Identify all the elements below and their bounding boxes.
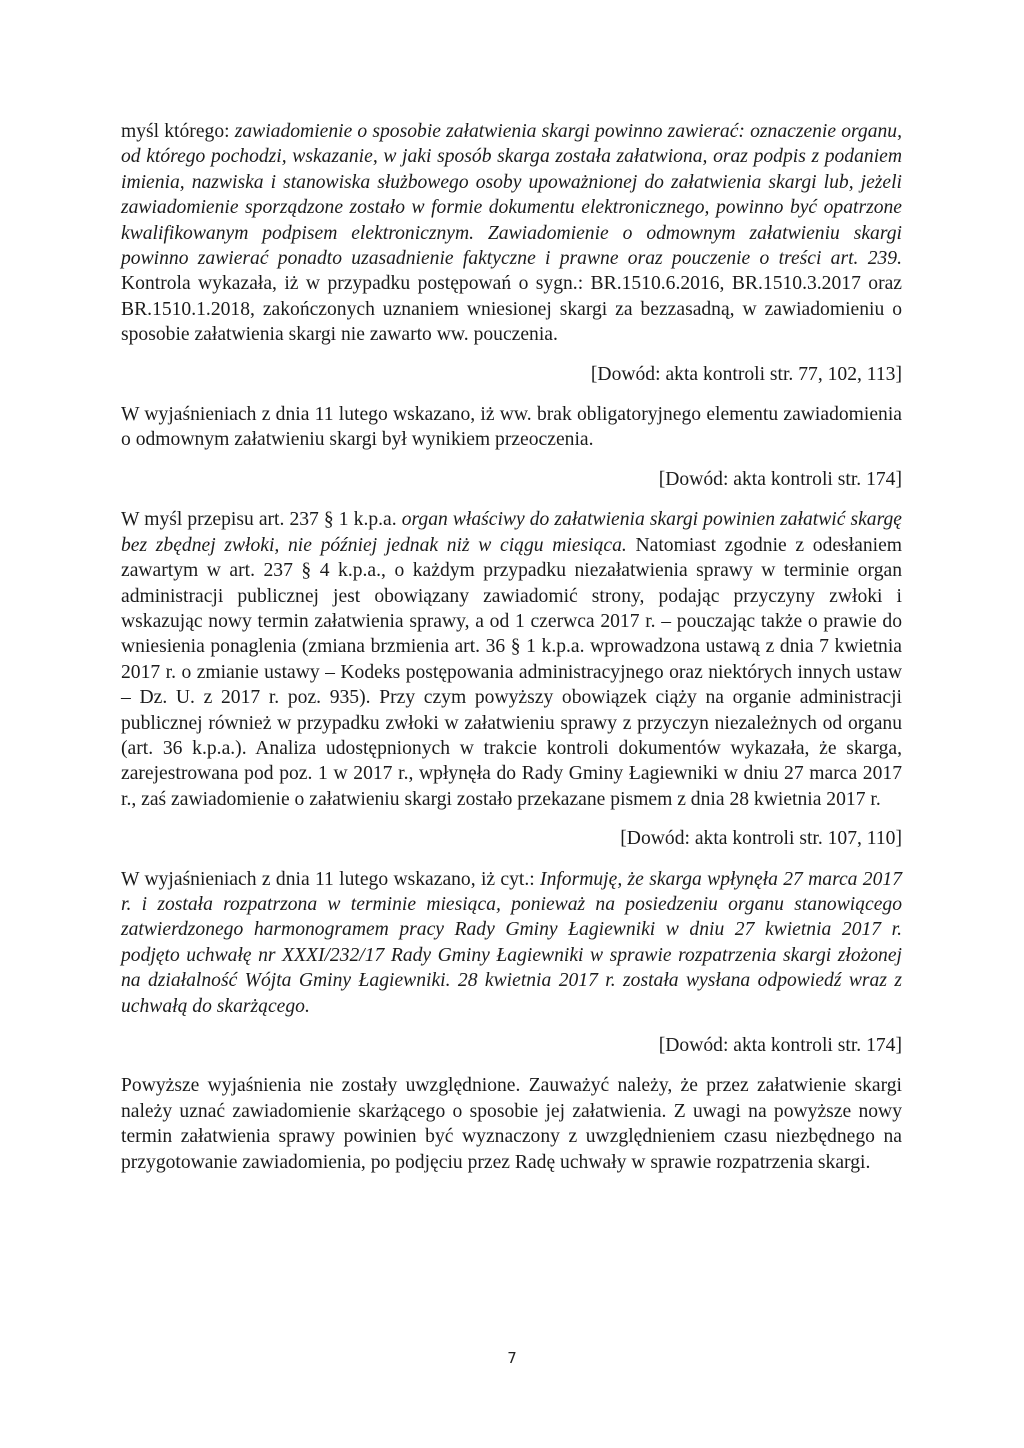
paragraph-complaint-notification-content	[121, 119, 902, 348]
quoted-provision: organ właściwy do załatwienia skargi powinien załatwić skargę bez zbędnej zwłoki, nie później jednak niż w ciągu miesiąca.	[121, 509, 902, 556]
evidence-reference: [Dowód: akta kontroli str. 174]	[658, 1035, 902, 1056]
text-run: myśl którego:	[121, 121, 235, 142]
text-run: W wyjaśnieniach z dnia 11 lutego wskazano, iż cyt.:	[121, 868, 541, 890]
quoted-explanation: Informuję, że skarga wpłynęła 27 marca 2017 r. i została rozpatrzona w terminie miesiąca, ponieważ na posiedzeniu organu stanowiącego zatwierdzonego harmonogramem pracy Rady Gminy Łagiewniki w dniu 27 kwietnia 2017 r. podjęto uchwałę nr XXXI/232/17 Rady Gminy Łagiewniki w sprawie rozpatrzenia skargi złożonej na działalność Wójta Gminy Łagiewniki. 28 kwietnia 2017 r. została wysłana odpowiedź wraz z uchwałą do skarżącego.	[121, 868, 902, 1017]
text-run: Kontrola wykazała, iż w przypadku postępowań o sygn.: BR.1510.6.2016, BR.1510.3.2017 oraz BR.1510.1.2018, zakończonych uznaniem wniesionej skargi za bezzasadną, w zawiadomieniu o sposobie załatwienia skargi nie zawarto ww. pouczenia.	[121, 273, 902, 346]
text-run: Natomiast zgodnie z odesłaniem zawartym w art. 237 § 4 k.p.a., o każdym przypadku niezałatwienia sprawy w terminie organ administracji publicznej jest obowiązany zawiadomić strony, podając przyczyny zwłoki i wskazując nowy termin załatwienia sprawy, a od 1 czerwca 2017 r. – pouczając także o prawie do wniesienia ponaglenia (zmiana brzmienia art. 36 § 1 k.p.a. wprowadzona ustawą z dnia 7 kwietnia 2017 r. o zmianie ustawy – Kodeks postępowania administracyjnego oraz niektórych innych ustaw – Dz. U. z 2017 r. poz. 935). Przy czym powyższy obowiązek ciąży na organie administracji publicznej również w przypadku zwłoki w załatwieniu sprawy z przyczyn niezależnych od organu (art. 36 k.p.a.). Analiza udostępnionych w trakcie kontroli dokumentów wykazała, że skarga, zarejestrowana pod poz. 1 w 2017 r., wpłynęła do Rady Gminy Łagiewniki w dniu 27 marca 2017 r., zaś zawiadomienie o załatwieniu skargi zostało przekazane pismem z dnia 28 kwietnia 2017 r.	[121, 534, 903, 810]
evidence-reference: [Dowód: akta kontroli str. 77, 102, 113]	[590, 363, 902, 385]
paragraph-deadline-rules	[121, 507, 902, 812]
paragraph-explanation-quote	[121, 867, 902, 1019]
quoted-provision: zawiadomienie o sposobie załatwienia skargi powinno zawierać: oznaczenie organu, od którego pochodzi, wskazanie, w jaki sposób skarga została załatwiona, oraz podpis z podaniem imienia, nazwiska i stanowiska służbowego osoby upoważnionej do załatwienia skargi lub, jeżeli zawiadomienie sporządzone zostało w formie dokumentu elektronicznego, powinno być opatrzone kwalifikowanym podpisem elektronicznym. Zawiadomienie o odmownym załatwieniu skargi powinno zawierać ponadto uzasadnienie faktyczne i prawne oraz pouczenie o treści art. 239.	[121, 121, 903, 270]
evidence-reference: [Dowód: akta kontroli str. 174]	[658, 468, 902, 490]
evidence-reference: [Dowód: akta kontroli str. 107, 110]	[620, 828, 902, 850]
document-page	[121, 119, 902, 1175]
page-number: 7	[507, 1349, 517, 1367]
text-run: W myśl przepisu art. 237 § 1 k.p.a.	[121, 509, 402, 531]
paragraph-conclusion: Powyższe wyjaśnienia nie zostały uwzględnione. Zauważyć należy, że przez załatwienie skargi należy uznać zawiadomienie skarżącego o sposobie jej załatwienia. Z uwagi na powyższe nowy termin załatwienia sprawy powinien być wyznaczony z uwzględnieniem czasu niezbędnego na przygotowanie zawiadomienia, po podjęciu przez Radę uchwały w sprawie rozpatrzenia skargi.	[121, 1075, 902, 1173]
paragraph-explanation-oversight: W wyjaśnieniach z dnia 11 lutego wskazano, iż ww. brak obligatoryjnego elementu zawiadomienia o odmownym załatwieniu skargi był wynikiem przeoczenia.	[121, 404, 902, 451]
